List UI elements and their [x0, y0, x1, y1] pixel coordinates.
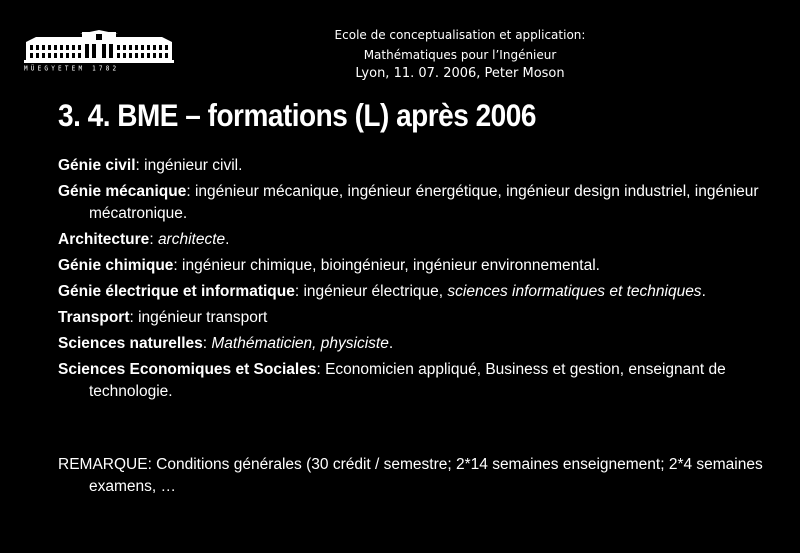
- item-term: Génie chimique: [58, 257, 174, 274]
- formations-list: [58, 155, 778, 407]
- item-desc: ingénieur civil.: [144, 157, 243, 174]
- list-item: Sciences naturelles: Mathématicien, physiciste.: [58, 335, 394, 352]
- item-desc: ingénieur chimique, bioingénieur, ingénieur environnemental.: [182, 257, 600, 274]
- item-desc-italic: Mathématicien, physiciste: [211, 335, 389, 352]
- logo-caption: MÜEGYETEM 1782: [24, 64, 120, 73]
- item-desc-italic: sciences informatiques et techniques: [447, 283, 702, 300]
- list-item: Sciences Economiques et Sociales: Economicien appliqué, Business et gestion, enseignant de technologie.: [58, 361, 726, 400]
- list-item: Génie électrique et informatique: ingénieur électrique, sciences informatiques et techniques.: [58, 283, 706, 300]
- page-title: 3. 4. BME – formations (L) après 2006: [58, 98, 536, 133]
- item-term: Sciences Economiques et Sociales: [58, 361, 317, 378]
- item-term: Génie civil: [58, 157, 136, 174]
- list-item: Transport: ingénieur transport: [58, 309, 268, 326]
- item-term: Architecture: [58, 231, 150, 248]
- list-item: Génie civil: ingénieur civil.: [58, 157, 243, 174]
- remark: REMARQUE: Conditions générales (30 crédit / semestre; 2*14 semaines enseignement; 2*4 semaines examens, …: [58, 456, 763, 495]
- item-desc-italic: architecte: [157, 231, 226, 248]
- header-subject: Mathématiques pour l’Ingénieur: [363, 48, 557, 62]
- item-desc: ingénieur électrique,: [303, 283, 448, 300]
- item-term: Sciences naturelles: [58, 335, 203, 352]
- building-logo-icon: [24, 30, 174, 64]
- item-desc: ingénieur transport: [138, 309, 268, 326]
- list-item: Génie chimique: ingénieur chimique, bioingénieur, ingénieur environnemental.: [58, 257, 600, 274]
- header-school: Ecole de conceptualisation et application:: [334, 28, 586, 42]
- item-term: Génie mécanique: [58, 183, 187, 200]
- header-place-date-author: Lyon, 11. 07. 2006, Peter Moson: [355, 66, 565, 81]
- item-term: Génie électrique et informatique: [58, 283, 295, 300]
- item-desc: ingénieur mécanique, ingénieur énergétique, ingénieur design industriel, ingénieur mécatronique.: [89, 183, 759, 222]
- header: [320, 25, 600, 83]
- item-term: Transport: [58, 309, 130, 326]
- item-desc: Economicien appliqué, Business et gestion, enseignant de technologie.: [89, 361, 726, 400]
- university-logo: [24, 30, 174, 74]
- list-item: Génie mécanique: ingénieur mécanique, ingénieur énergétique, ingénieur design industriel, ingénieur mécatronique.: [58, 183, 759, 222]
- list-item: Architecture: architecte.: [58, 231, 230, 248]
